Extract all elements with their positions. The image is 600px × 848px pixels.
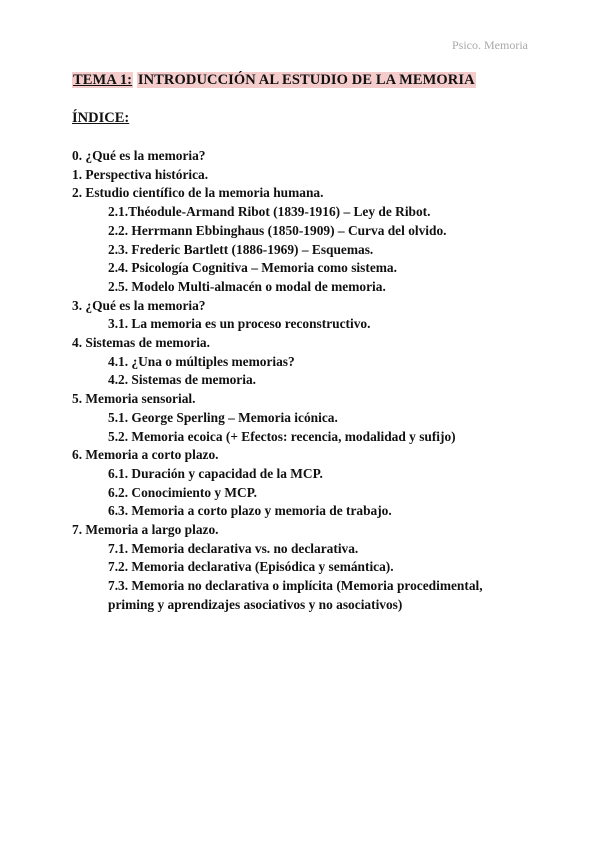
page-title xyxy=(72,72,476,89)
title-tema: TEMA 1: xyxy=(73,72,133,88)
toc-subitem: 6.1. Duración y capacidad de la MCP. xyxy=(108,465,323,481)
toc-subitem: 2.1.Théodule-Armand Ribot (1839-1916) – Ley de Ribot. xyxy=(108,204,431,220)
toc-subitem: 6.2. Conocimiento y MCP. xyxy=(108,484,258,500)
toc-subitem: 5.2. Memoria ecoica (+ Efectos: recencia, modalidad y sufijo) xyxy=(108,428,456,444)
toc-item: 0. ¿Qué es la memoria? xyxy=(72,148,206,163)
toc-subitem: 2.3. Frederic Bartlett (1886-1969) – Esquemas. xyxy=(108,241,374,257)
table-of-contents xyxy=(72,147,532,615)
toc-subitem: 7.3. Memoria no declarativa o implícita (Memoria procedimental, xyxy=(108,578,483,594)
toc-item: 3. ¿Qué es la memoria? xyxy=(72,297,206,313)
toc-item: 7. Memoria a largo plazo. xyxy=(72,522,219,538)
toc-subitem: 4.1. ¿Una o múltiples memorias? xyxy=(108,353,295,369)
toc-item: 5. Memoria sensorial. xyxy=(72,391,196,407)
toc-subitem: 5.1. George Sperling – Memoria icónica. xyxy=(108,409,338,425)
header-label: Psico. Memoria xyxy=(452,38,528,52)
toc-item: 4. Sistemas de memoria. xyxy=(72,335,210,351)
toc-subitem: 7.1. Memoria declarativa vs. no declarativa. xyxy=(108,540,359,556)
toc-item: 1. Perspectiva histórica. xyxy=(72,166,209,182)
toc-subitem-continuation: priming y aprendizajes asociativos y no asociativos) xyxy=(108,596,403,612)
toc-item: 2. Estudio científico de la memoria humana. xyxy=(72,185,324,201)
toc-subitem: 4.2. Sistemas de memoria. xyxy=(108,372,257,388)
toc-subitem: 6.3. Memoria a corto plazo y memoria de trabajo. xyxy=(108,503,392,519)
toc-subitem: 2.5. Modelo Multi-almacén o modal de memoria. xyxy=(108,278,386,294)
toc-item: 6. Memoria a corto plazo. xyxy=(72,447,219,463)
toc-subitem: 3.1. La memoria es un proceso reconstructivo. xyxy=(108,316,371,332)
toc-subitem: 2.2. Herrmann Ebbinghaus (1850-1909) – Curva del olvido. xyxy=(108,222,447,238)
toc-subitem: 2.4. Psicología Cognitiva – Memoria como sistema. xyxy=(108,260,397,276)
title-text: INTRODUCCIÓN AL ESTUDIO DE LA MEMORIA xyxy=(137,72,475,88)
toc-subitem: 7.2. Memoria declarativa (Episódica y semántica). xyxy=(108,559,394,575)
index-heading: ÍNDICE: xyxy=(72,110,130,126)
